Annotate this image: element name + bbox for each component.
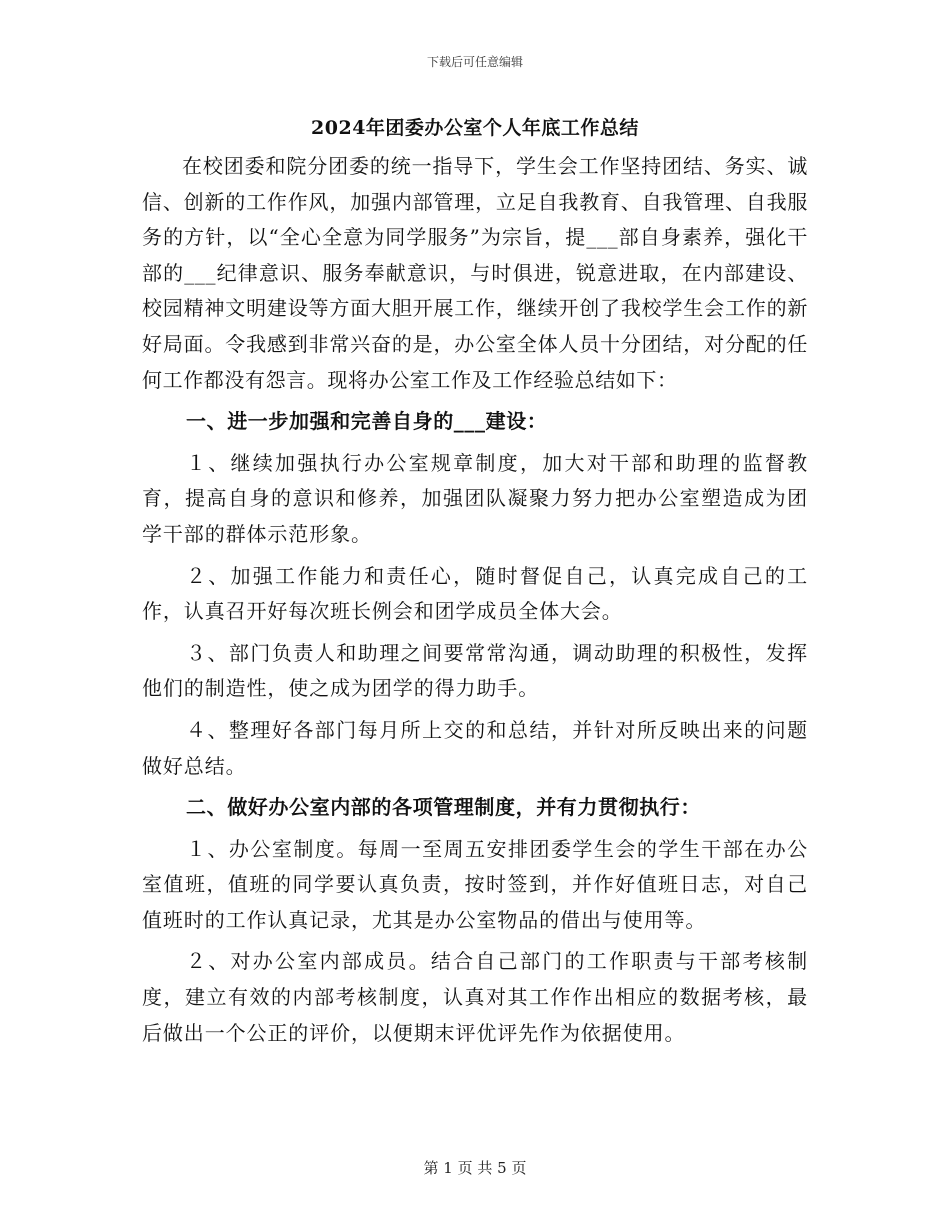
section-1-item-3: ３、部门负责人和助理之间要常常沟通，调动助理的积极性，发挥他们的制造性，使之成为团学的得力助手。 bbox=[142, 640, 808, 701]
section-1-item-2: ２、加强工作能力和责任心，随时督促自己，认真完成自己的工作，认真召开好每次班长例会和团学成员全体大会。 bbox=[142, 563, 808, 624]
section-heading-1: 一、进一步加强和完善自身的___建设： bbox=[186, 409, 548, 434]
document-body bbox=[142, 149, 808, 1051]
section-heading-2: 二、做好办公室内部的各项管理制度，并有力贯彻执行： bbox=[186, 795, 701, 820]
page-header-note: 下载后可任意编辑 bbox=[426, 55, 523, 69]
section-1-item-1: １、继续加强执行办公室规章制度，加大对干部和助理的监督教育，提高自身的意识和修养，加强团队凝聚力努力把办公室塑造成为团学干部的群体示范形象。 bbox=[142, 450, 808, 546]
document-title: 2024年团委办公室个人年底工作总结 bbox=[311, 117, 639, 139]
section-1-item-4: ４、整理好各部门每月所上交的和总结，并针对所反映出来的问题做好总结。 bbox=[142, 717, 808, 778]
section-2-item-2: ２、对办公室内部成员。结合自己部门的工作职责与干部考核制度，建立有效的内部考核制度，认真对其工作作出相应的数据考核，最后做出一个公正的评价，以便期末评优评先作为依据使用。 bbox=[142, 949, 808, 1045]
page-number: 第 1 页 共 5 页 bbox=[423, 1159, 527, 1177]
intro-paragraph: 在校团委和院分团委的统一指导下，学生会工作坚持团结、务实、诚信、创新的工作作风，加强内部管理，立足自我教育、自我管理、自我服务的方针，以“全心全意为同学服务”为宗旨，提___部自身素养，强化干部的___纪律意识、服务奉献意识，与时俱进，锐意进取，在内部建设、校园精神文明建设等方面大胆开展工作，继续开创了我校学生会工作的新好局面。令我感到非常兴奋的是，办公室全体人员十分团结，对分配的任何工作都没有怨言。现将办公室工作及工作经验总结如下： bbox=[142, 154, 808, 392]
section-2-item-1: １、办公室制度。每周一至周五安排团委学生会的学生干部在办公室值班，值班的同学要认真负责，按时签到，并作好值班日志，对自己值班时的工作认真记录，尤其是办公室物品的借出与使用等。 bbox=[142, 836, 808, 932]
